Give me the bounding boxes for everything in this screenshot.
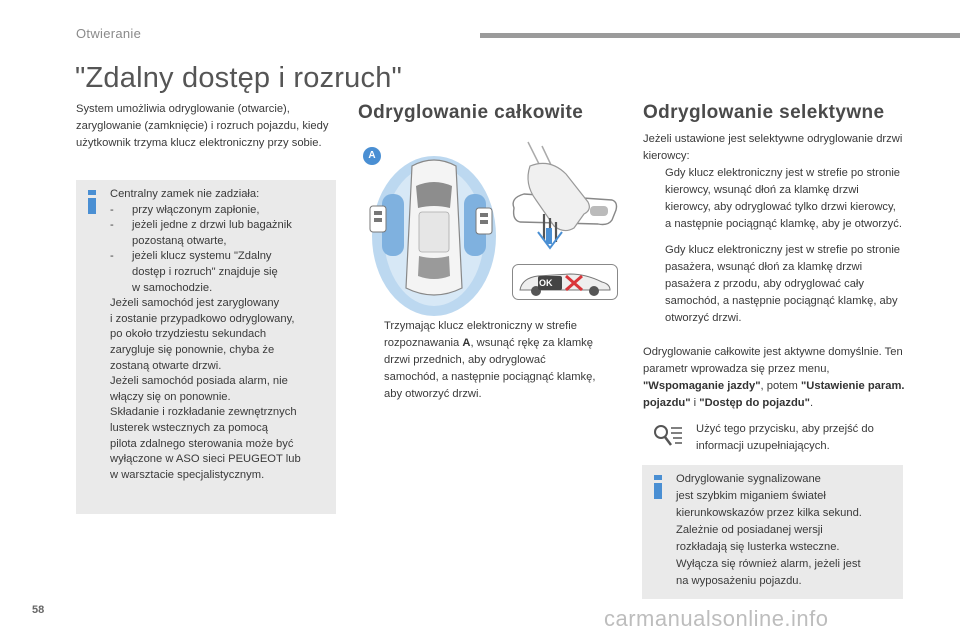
info-icon [88,190,96,214]
magnifier-reference-icon[interactable] [653,424,683,448]
watermark: carmanualsonline.info [604,606,829,631]
header-bar [480,33,960,38]
full-unlock-instructions: Trzymając klucz elektroniczny w strefie rozpoznawania A, wsunąć rękę za klamkę drzwi przednich, aby odryglować samochód, a następnie pociągnąć klamkę, aby otworzyć drzwi. [362,318,598,403]
section-label: Otwieranie [76,26,142,41]
hand-door-handle-illustration [500,136,620,256]
page-number: 58 [32,604,45,616]
info-box-text: Odryglowanie sygnalizowane jest szybkim miganiem świateł kierunkowskazów przez kilka sekund. Zależnie od posiadanej wersji rozkładają się lusterka wsteczne. Wyłącza się również alarm, jeżeli jest na wyposażeniu pojazdu. [676,473,862,587]
list-item: - jeżeli klucz systemu "Zdalny [110,250,272,263]
info-box-unlock-signal [642,465,903,599]
info-icon [654,475,662,499]
list-item: Gdy klucz elektroniczny jest w strefie po stronie pasażera, wsunąć dłoń za klamkę drzwi pasażera z przodu, aby odryglować cały samochód, a następnie pociągnąć klamkę, aby otworzyć drzwi. [665,244,901,324]
zone-a-label: A [368,150,376,161]
reference-text: Użyć tego przycisku, aby przejść do informacji uzupełniających. [696,423,874,452]
info-box-text: Centralny zamek nie zadziała: - przy włączonym zapłonie, - jeżeli jedne z drzwi lub bagażnik pozostaną otwarte, - jeżeli klucz systemu "Zdalny dostęp i rozruch" znajduje się w samochodzie. Jeżeli samochód jest zaryglowany i zostanie przypadkowo odryglowany, po około trzydziestu sekundach zarygluje się ponownie, chyba że zostaną otwarte drzwi. Jeżeli samochód posiada alarm, nie włączy się on ponownie. Składanie i rozkładanie zewnętrznych lusterek wstecznych za pomocą pilota zdalnego sterowania może być wyłączone w ASO sieci PEUGEOT lub w warsztacie specjalistycznym. [110,187,335,483]
intro-text: System umożliwia odryglowanie (otwarcie), zaryglowanie (zamknięcie) i rozruch pojazdu, kiedy użytkownik trzyma klucz elektroniczny przy sobie. [76,103,329,149]
info-box-central-lock [76,180,336,514]
list-item: - jeżeli jedne z drzwi lub bagażnik [110,219,292,232]
bullet-marker [362,318,384,403]
default-setting-text: Odryglowanie całkowite jest aktywne domyślnie. Ten parametr wprowadza się przez menu, "Wspomaganie jazdy", potem "Ustawienie param. pojazdu" i "Dostęp do pojazdu". [643,346,905,409]
selective-intro: Jeżeli ustawione jest selektywne odryglowanie drzwi kierowcy: [643,133,903,162]
list-item: Gdy klucz elektroniczny jest w strefie po stronie kierowcy, wsunąć dłoń za klamkę drzwi kierowcy, aby odryglować tylko drzwi kierowcy, a następnie pociągnąć klamkę, aby je otworzyć. [665,167,902,230]
heading-selective-unlock: Odryglowanie selektywne [643,102,885,123]
list-item: - przy włączonym zapłonie, [110,203,260,216]
car-top-view-illustration [362,138,500,316]
heading-full-unlock: Odryglowanie całkowite [358,102,584,123]
ok-badge-label: OK [539,278,553,288]
page-title: "Zdalny dostęp i rozruch" [75,62,403,94]
car-ok-badge-illustration [512,264,618,300]
